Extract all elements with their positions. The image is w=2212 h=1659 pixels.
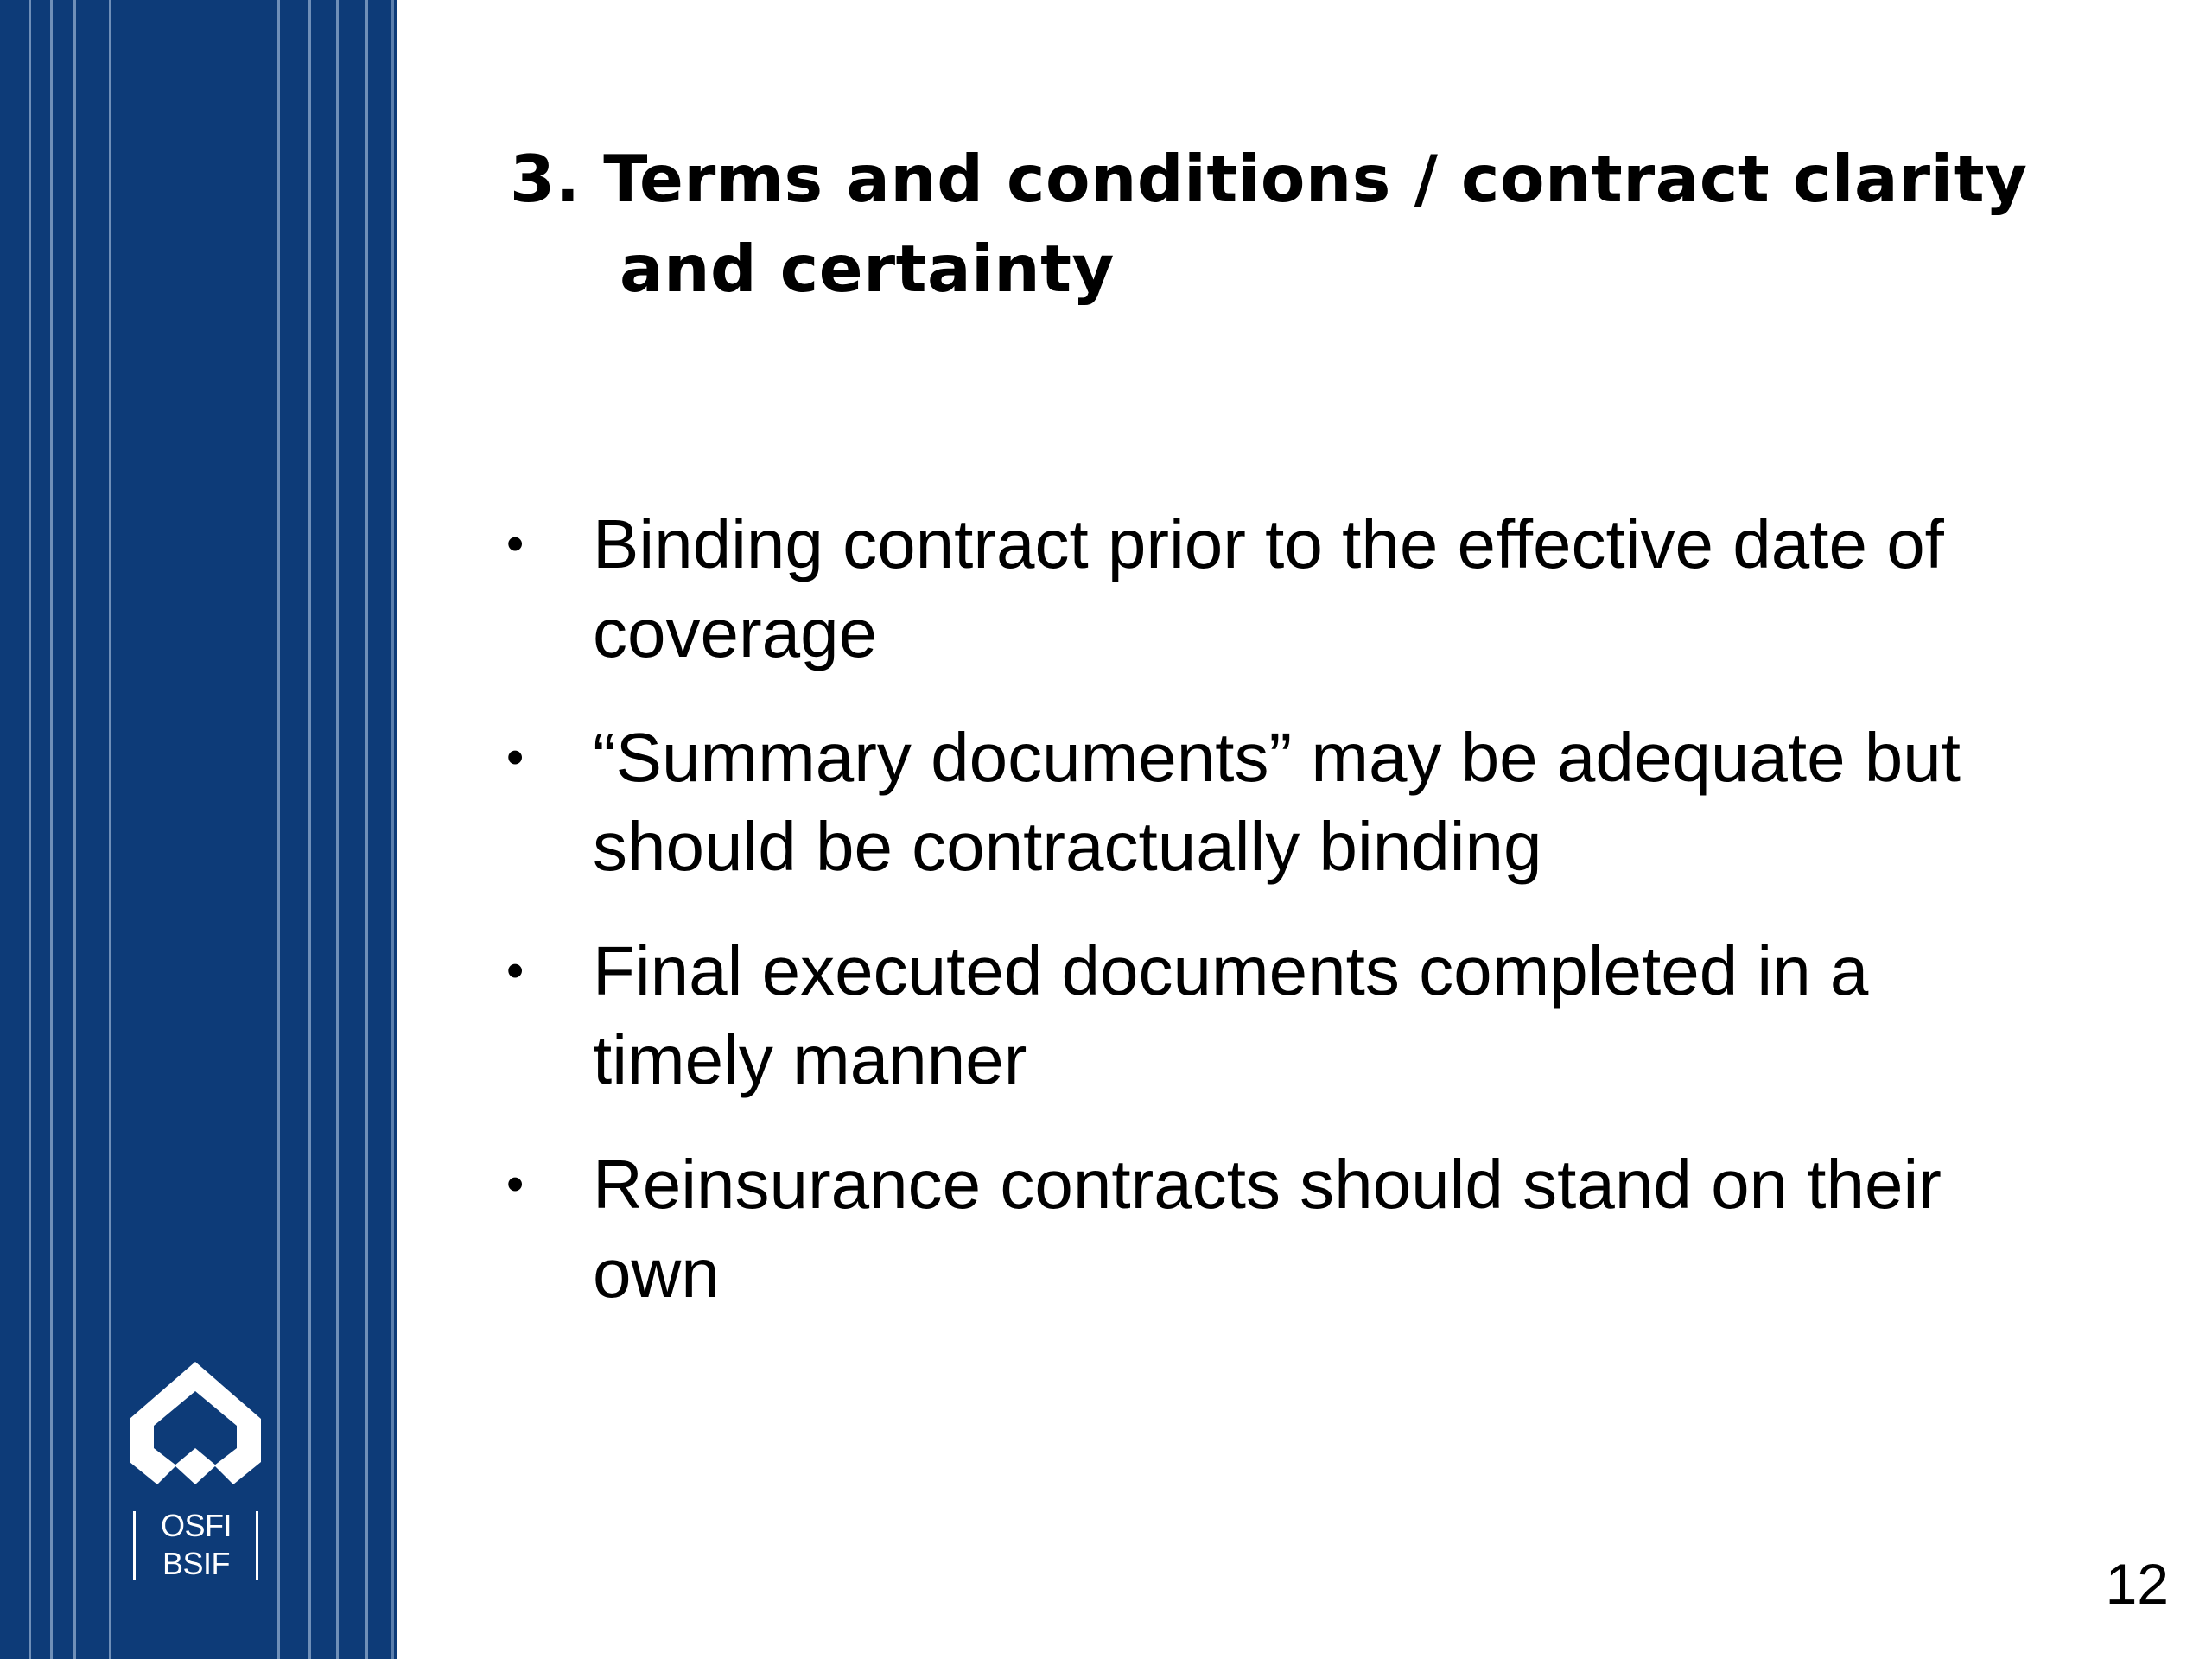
sidebar bbox=[0, 0, 397, 1659]
list-item bbox=[506, 926, 1993, 1104]
sidebar-stripe bbox=[277, 0, 280, 1659]
sidebar-stripe bbox=[336, 0, 339, 1659]
bullet-text: Reinsurance contracts should stand on their own bbox=[593, 1146, 1942, 1312]
sidebar-stripe bbox=[109, 0, 111, 1659]
bullet-marker: • bbox=[506, 516, 524, 572]
bullet-marker: • bbox=[506, 943, 524, 999]
logo-text-bsif: BSIF bbox=[162, 1546, 230, 1581]
sidebar-stripe bbox=[308, 0, 311, 1659]
bullet-text: Final executed documents completed in a timely manner bbox=[593, 932, 1869, 1098]
sidebar-stripe bbox=[391, 0, 394, 1659]
bullet-text: Binding contract prior to the effective date of coverage bbox=[593, 505, 1944, 671]
osfi-house-logo-icon bbox=[130, 1362, 261, 1484]
sidebar-stripe bbox=[73, 0, 76, 1659]
list-item bbox=[506, 499, 1993, 677]
list-item bbox=[506, 713, 1993, 891]
slide-title: 3. Terms and conditions / contract clarity and certainty bbox=[510, 141, 2028, 307]
bullet-marker: • bbox=[506, 1156, 524, 1212]
bullet-text: “Summary documents” may be adequate but should be contractually binding bbox=[593, 719, 1961, 885]
sidebar-stripe bbox=[29, 0, 31, 1659]
list-item bbox=[506, 1140, 1993, 1318]
sidebar-stripe bbox=[50, 0, 53, 1659]
osfi-logo-wordmark bbox=[131, 1508, 261, 1594]
logo-text-osfi: OSFI bbox=[160, 1508, 232, 1543]
bullet-list bbox=[506, 499, 1993, 1353]
sidebar-stripe bbox=[365, 0, 368, 1659]
bullet-marker: • bbox=[506, 729, 524, 785]
page-number: 12 bbox=[2105, 1552, 2169, 1616]
